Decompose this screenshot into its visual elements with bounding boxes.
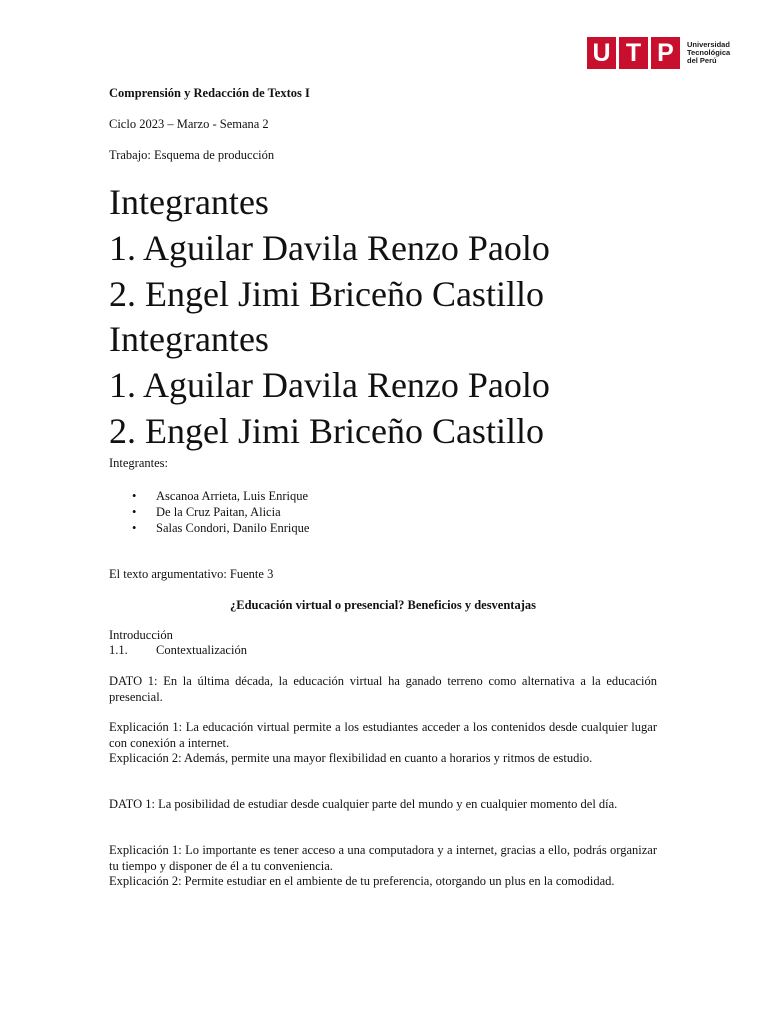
section-title: Contextualización [156, 643, 247, 657]
big-member-1b: 2. Engel Jimi Briceño Castillo [109, 274, 544, 314]
document-title: ¿Educación virtual o presencial? Beneficios y desventajas [229, 598, 536, 612]
big-member-2b: 2. Engel Jimi Briceño Castillo [109, 411, 544, 451]
text-type: El texto argumentativo: Fuente 3 [109, 567, 274, 581]
big-title-1: Integrantes [109, 182, 269, 222]
intro-label: Introducción [109, 628, 173, 642]
paragraph-explicacion-1: Explicación 1: La educación virtual permite a los estudiantes acceder a los contenidos desde cualquier lugar con conexión a internet. [109, 720, 657, 750]
big-member-2a: 1. Aguilar Davila Renzo Paolo [109, 365, 550, 405]
cycle-line: Ciclo 2023 – Marzo - Semana 2 [109, 117, 269, 131]
logo-letter-t: T [619, 37, 648, 69]
members-list [109, 488, 309, 536]
big-member-1a: 1. Aguilar Davila Renzo Paolo [109, 228, 550, 268]
logo-letter-p: P [651, 37, 680, 69]
members-label: Integrantes: [109, 456, 169, 470]
bullet-icon: • [132, 489, 137, 503]
paragraph-dato-2: DATO 1: La posibilidad de estudiar desde cualquier parte del mundo y en cualquier momento del día. [109, 797, 618, 811]
bullet-icon: • [132, 505, 137, 519]
bullet-icon: • [132, 521, 137, 535]
section-number: 1.1. [109, 643, 128, 657]
paragraph-explicacion-4: Explicación 2: Permite estudiar en el ambiente de tu preferencia, otorgando un plus en la comodidad. [109, 874, 615, 888]
big-title-2: Integrantes [109, 319, 269, 359]
paragraph-explicacion-2: Explicación 2: Además, permite una mayor flexibilidad en cuanto a horarios y ritmos de estudio. [109, 751, 593, 765]
list-item: • Ascanoa Arrieta, Luis Enrique [132, 489, 309, 503]
logo-text: Universidad Tecnológica del Perú [687, 40, 731, 65]
list-item: • Salas Condori, Danilo Enrique [132, 521, 310, 535]
paragraph-explicacion-3: Explicación 1: Lo importante es tener acceso a una computadora y a internet, gracias a ello, podrás organizar tu tiempo y disponer de él a tu conveniencia. [109, 843, 657, 873]
logo-letter-u: U [587, 37, 616, 69]
list-item: • De la Cruz Paitan, Alicia [132, 505, 281, 519]
course-title: Comprensión y Redacción de Textos I [109, 86, 310, 100]
paragraph-dato-1: DATO 1: En la última década, la educación virtual ha ganado terreno como alternativa a la educación presencial. [109, 674, 657, 704]
work-line: Trabajo: Esquema de producción [109, 148, 275, 162]
utp-logo [587, 37, 730, 69]
